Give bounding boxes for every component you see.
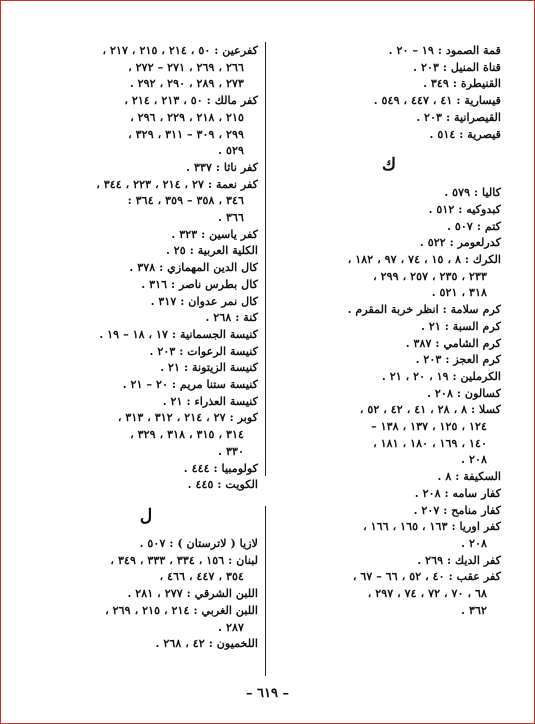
- index-entry-continuation: ١٤٠ ، ١٦٩ ، ١٨٠ ، ١٨١ ،: [373, 435, 487, 450]
- index-entry: الكرملين : ١٩ ، ٢٠ ، ٢١ .: [381, 368, 501, 383]
- index-entry: كال نمر عدوان : ٣١٧ .: [150, 293, 258, 308]
- index-entry: لبنان : ١٥٦ ، ٣٣٤ ، ٣٣٣ ، ٣٤٩ ،: [110, 552, 258, 567]
- index-entry: كسالون : ٢٠٨ .: [427, 385, 501, 400]
- index-entry-continuation: ٦٨ ، ٧٠ ، ٧٢ ، ٧٤ ، ٢٩٧ ،: [367, 586, 487, 601]
- index-entry: كال الدين المهمازي : ٣٧٨ .: [129, 260, 258, 275]
- index-entry: كولومبيا : ٤٤٤ .: [183, 460, 258, 475]
- index-entry: كرم سلامة : انظر خربة المقرم .: [347, 302, 501, 317]
- index-entry: كفر نعمة : ٢٧ ، ٢١٤ ، ٢٢٣ ، ٣٤٤ ،: [96, 176, 258, 191]
- index-entry: اللخميون : ٤٢ ، ٢٦٨ .: [155, 636, 258, 651]
- index-entry: كسلا : ٨ ، ٢٨ ، ٤١ ، ٤٢ ، ٥٢ ،: [359, 402, 501, 417]
- index-entry: كفر مالك : ٥٠ ، ٢١٣ ، ٢١٤ ،: [124, 93, 258, 108]
- kaf-entries-continued: [34, 42, 258, 493]
- section-letter-lam: ل: [139, 505, 153, 526]
- index-entry-continuation: ٢٣٣ ، ٢٣٥ ، ٢٥٧ ، ٢٩٩ ،: [373, 268, 487, 283]
- index-entry-continuation: ٣٥٤ ، ٤٤٧ ، ٤٦٦ ،: [159, 569, 244, 584]
- index-entry-continuation: ٣١٤ ، ٣١٥ ، ٣١٨ ، ٣٢٩ ،: [130, 427, 244, 442]
- index-entry-continuation: ٣٣٠ .: [218, 443, 244, 458]
- index-entry: كفر ياسين : ٣٢٣ .: [171, 226, 258, 241]
- index-entry-continuation: ٢٧٣ ، ٢٨٩ ، ٢٩٠ ، ٢٩٢ .: [129, 76, 244, 91]
- index-entry: كفر ناثا : ٣٣٧ .: [186, 159, 258, 174]
- section-letter-kaf: ك: [381, 155, 396, 176]
- index-entry-continuation: ٣١٨ ، ٥٢١ .: [431, 285, 487, 300]
- index-entry-continuation: ٣٦٢ .: [461, 602, 487, 617]
- index-entry-continuation: ٣٤٦ ، ٣٥٨ – ٣٥٩ ، ٣٦٤ :: [127, 193, 244, 208]
- index-entry: كاليا : ٥٧٩ .: [444, 185, 501, 200]
- index-entry: كنيسة الرعوات : ٢٠٣ .: [149, 343, 258, 358]
- index-entry: كفرعين : ٥٠ ، ٢١٤ ، ٢١٥ ، ٢١٧ ،: [102, 43, 258, 57]
- index-entry: اللبن الشرقي : ٢٧٧ ، ٢٨١ .: [127, 586, 258, 601]
- index-entry: كرم الشامي : ٣٨٧ .: [405, 335, 501, 350]
- index-entry: الكرك : ٨ ، ١٥ ، ٧٤ ، ٩٧ ، ١٨٢ ،: [347, 252, 501, 267]
- index-entry: كنيسة الزيتونة : ٢١ .: [160, 360, 258, 375]
- index-entry-continuation: ٢٠٨ .: [461, 452, 487, 467]
- qaf-entries: [277, 42, 501, 142]
- index-entry: كنة : ٢٦٨ .: [205, 310, 258, 325]
- index-entry: قناة المنيل : ٢٠٣ .: [413, 59, 501, 74]
- index-entry: كنيسة ستنا مريم : ٢٠ – ٢١ .: [122, 377, 258, 392]
- index-entry: كال بطرس ناصر : ٣١٦ .: [141, 276, 258, 291]
- index-entry: كبدوكيه : ٥١٢ .: [428, 201, 501, 216]
- index-entry-continuation: ٣٦٦ .: [218, 210, 244, 225]
- index-entry-continuation: ٢٦٦ ، ٢٦٩ ، ٢٧١ – ٢٧٢ ،: [128, 59, 244, 74]
- index-entry-continuation: ١٢٤ ، ١٢٥ ، ١٣٧ ، ١٣٨ –: [371, 419, 487, 434]
- index-entry: قيسارية : ٤١ ، ٤٤٧ ، ٥٤٩ .: [373, 93, 501, 108]
- index-entry: كفر الديك : ٢٦٩ .: [417, 552, 501, 567]
- index-entry: لازيا ( لاترستان ) : ٥٠٧ .: [139, 535, 258, 550]
- index-entry: كرم السبة : ٢١ .: [421, 318, 501, 333]
- page-number: – ٦١٩ –: [245, 686, 289, 701]
- index-entry: كفار منامح : ٢٠٧ .: [413, 502, 501, 517]
- index-entry: اللبن الغربي : ٢١٤ ، ٢١٥ ، ٢٦٩ ،: [105, 602, 258, 617]
- index-entry: قمة الصمود : ١٩ – ٢٠ .: [388, 43, 501, 57]
- kaf-entries: [277, 184, 501, 618]
- column-divider: [265, 42, 266, 476]
- index-entry: كدرلعومر : ٥٢٢ .: [419, 235, 501, 250]
- column-divider-lower: [265, 506, 266, 676]
- index-entry: كوبر : ٢٧ ، ٢١٤ ، ٣١٢ ، ٣١٣ ،: [117, 410, 258, 425]
- index-entry-continuation: ٢٨٧ .: [218, 619, 244, 634]
- index-entry: الكويت : ٤٤٥ .: [187, 477, 258, 492]
- index-entry: الكلية العربية : ٢٥ .: [166, 243, 258, 258]
- index-entry: القيصرانية : ٢٠٣ .: [416, 109, 501, 124]
- index-entry: السكيفة : ٨ .: [437, 469, 501, 484]
- index-entry-continuation: ٥٢٩ .: [218, 143, 244, 158]
- lam-entries: [34, 535, 258, 652]
- index-entry: كنيسة الجسمانية : ١٧ ، ١٨ – ١٩ .: [99, 326, 258, 341]
- index-entry: كرم العجز : ٢٠٣ .: [415, 352, 501, 367]
- index-entry: كفر اوريا : ١٦٣ ، ١٦٥ ، ١٦٦ ،: [363, 519, 501, 534]
- index-entry: القنيطرة : ٣٤٩ .: [423, 76, 501, 91]
- index-entry: كنيسة العذراء : ٢١ .: [162, 393, 258, 408]
- index-entry: كفر عقب : ٤٠ ، ٥٢ ، ٦٦ – ٦٧ ،: [352, 569, 501, 584]
- index-entry-continuation: ٢٩٩ ، ٣٠٩ – ٣١١ ، ٣٢٩ ،: [128, 126, 244, 141]
- index-entry: قيصرية : ٥١٤ .: [429, 126, 501, 141]
- index-entry-continuation: ٢١٥ ، ٢١٨ ، ٢٢٩ ، ٢٩٦ ،: [130, 109, 244, 124]
- left-column: [34, 42, 258, 652]
- index-entry: كفار سامه : ٢٠٨ .: [414, 485, 501, 500]
- index-entry: كتم : ٥٠٧ .: [447, 218, 501, 233]
- right-column: [277, 42, 501, 619]
- index-entry-continuation: ٢٠٨ .: [461, 535, 487, 550]
